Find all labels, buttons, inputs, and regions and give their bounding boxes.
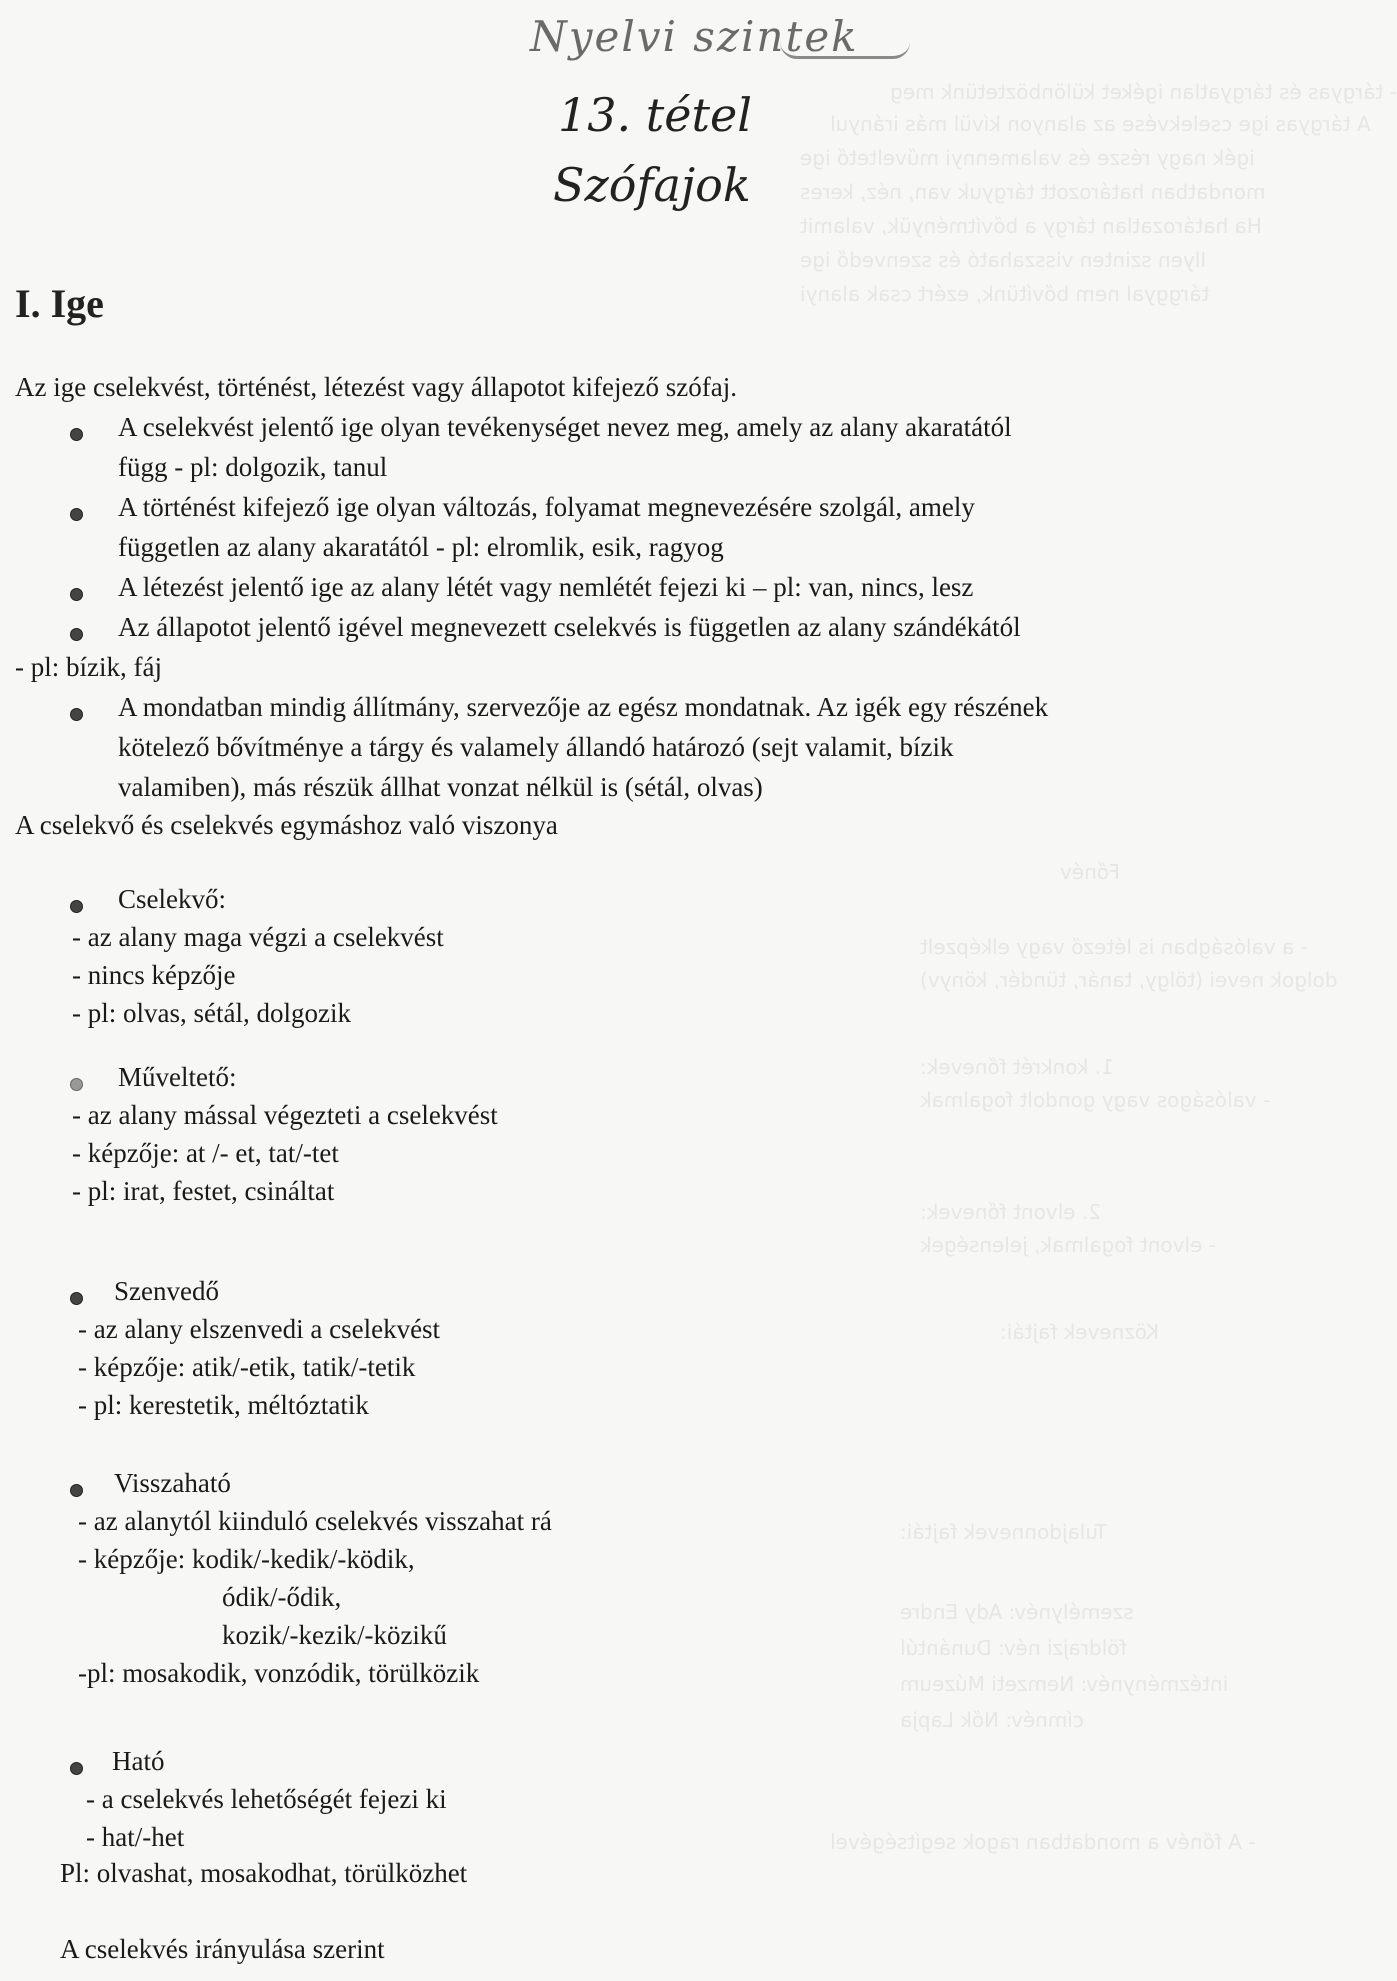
type-detail: - pl: irat, festet, csináltat [72,1176,335,1206]
show-through-text: A tárgyas ige cselekvése az alanyon kívül más irányul [830,112,1371,136]
handwritten-underline [780,42,910,59]
bullet-icon [70,1078,83,1091]
show-through-text: Ha határozatlan tárgy a bővítményük, valamit [800,214,1262,238]
type-detail: - képzője: kodik/-kedik/-ködik, [78,1544,415,1574]
document-title: 13. tétel [558,88,752,142]
bullet-text: független az alany akaratától - pl: elromlik, esik, ragyog [118,532,724,562]
show-through-text: - A főnév a mondatban ragok segítségével [830,1830,1256,1854]
bullet-icon [70,900,83,913]
type-detail: - a cselekvés lehetőségét fejezi ki [86,1784,447,1814]
type-name: Ható [112,1746,165,1776]
type-name: Szenvedő [114,1276,219,1306]
relation-heading: A cselekvő és cselekvés egymáshoz való viszonya [15,810,558,840]
show-through-text: személynév: Ady Endre [900,1600,1134,1624]
type-detail: - pl: olvas, sétál, dolgozik [72,998,351,1028]
show-through-text: Főnév [1060,860,1120,884]
show-through-text: 2. elvont főnevek: [920,1200,1101,1224]
bullet-icon [70,1292,83,1305]
show-through-text: Ilyen szinten visszaható és szenvedő ige [800,248,1207,272]
state-example: - pl: bízik, fáj [15,652,162,682]
bullet-text: valamiben), más részük állhat vonzat nélkül is (sétál, olvas) [118,772,763,802]
show-through-text: tárggyal nem bővítünk, ezért csak alanyi [800,282,1210,306]
bullet-icon [70,708,83,721]
bullet-text: függ - pl: dolgozik, tanul [118,452,388,482]
bullet-icon [70,508,83,521]
bullet-icon [70,1762,83,1775]
type-detail: - képzője: atik/-etik, tatik/-tetik [78,1352,416,1382]
bullet-icon [70,628,83,641]
show-through-text: igék nagy része és valamennyi műveltető ige [800,146,1255,170]
bullet-text: kötelező bővítménye a tárgy és valamely állandó határozó (sejt valamit, bízik [118,732,954,762]
bullet-text: A cselekvést jelentő ige olyan tevékenységet nevez meg, amely az alany akaratától [118,412,1012,442]
bullet-icon [70,428,83,441]
show-through-text: címnév: Nők Lapja [900,1708,1084,1732]
type-detail: -pl: mosakodik, vonzódik, törülközik [78,1658,480,1688]
type-name: Cselekvő: [118,884,226,914]
show-through-text: dolgok nevei (tölgy, tanár, tündér, könyv) [920,968,1338,992]
type-detail: - hat/-het [86,1822,185,1852]
show-through-text: intézménynév: Nemzeti Múzeum [900,1672,1229,1696]
show-through-text: - valóságos vagy gondolt fogalmak [920,1088,1271,1112]
show-through-text: mondatban határozott tárgyuk van, néz, keres [800,180,1266,204]
show-through-text: Tulajdonnevek fajtái: [900,1520,1108,1544]
show-through-text: - tárgyas és tárgyatlan igéket különböztetünk meg [890,80,1397,104]
bullet-icon [70,1484,83,1497]
bullet-icon [70,588,83,601]
bullet-text: Az állapotot jelentő igével megnevezett cselekvés is független az alany szándékától [118,612,1021,642]
intro-paragraph: Az ige cselekvést, történést, létezést vagy állapotot kifejező szófaj. [15,372,737,402]
type-detail: - az alany elszenvedi a cselekvést [78,1314,441,1344]
type-detail: - képzője: at /- et, tat/-tet [72,1138,339,1168]
type-detail: kozik/-kezik/-közikű [222,1620,447,1650]
bullet-text: A mondatban mindig állítmány, szervezője az egész mondatnak. Az igék egy részének [118,692,1049,722]
show-through-text: - a valóságban is létező vagy elképzelt [920,935,1308,959]
hato-example: Pl: olvashat, mosakodhat, törülközhet [60,1858,468,1888]
type-detail: - nincs képzője [72,960,236,990]
direction-heading: A cselekvés irányulása szerint [60,1934,385,1964]
type-detail: - az alanytól kiinduló cselekvés visszahat rá [78,1506,552,1536]
section-heading: I. Ige [15,281,104,326]
show-through-text: földrajzi név: Dunántúl [900,1636,1127,1660]
type-detail: - az alany maga végzi a cselekvést [72,922,444,952]
handwritten-note: Nyelvi szintek [530,12,859,61]
type-detail: - pl: kerestetik, méltóztatik [78,1390,369,1420]
bullet-text: A történést kifejező ige olyan változás, folyamat megnevezésére szolgál, amely [118,492,975,522]
bullet-text: A létezést jelentő ige az alany létét vagy nemlétét fejezi ki – pl: van, nincs, lesz [118,572,974,602]
type-detail: ódik/-ődik, [222,1582,342,1612]
document-subtitle: Szófajok [553,158,751,212]
type-detail: - az alany mással végezteti a cselekvést [72,1100,498,1130]
show-through-text: 1. konkrét főnevek: [920,1055,1114,1079]
show-through-text: Köznevek fajtái: [1000,1320,1160,1344]
type-name: Visszaható [114,1468,231,1498]
show-through-text: - elvont fogalmak, jelenségek [920,1233,1216,1257]
type-name: Műveltető: [118,1062,237,1092]
